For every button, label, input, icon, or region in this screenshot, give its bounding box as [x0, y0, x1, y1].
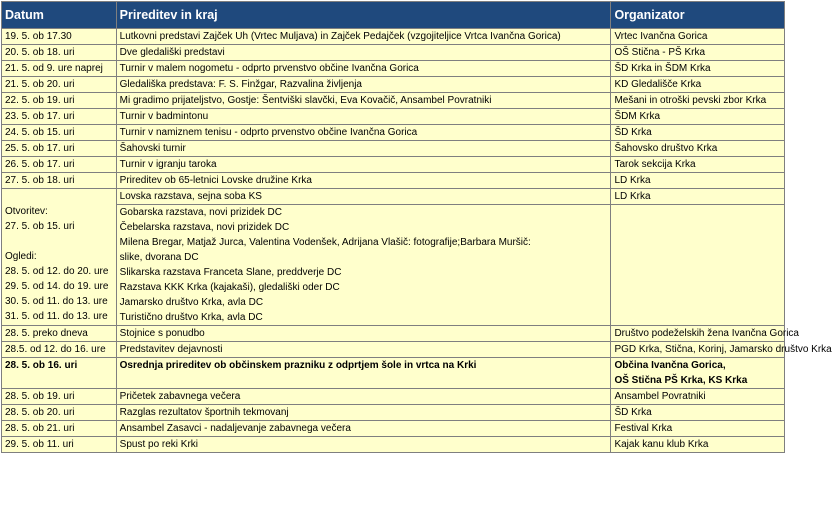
cell-event: Turnir v namiznem tenisu - odprto prvenstvo občine Ivančna Gorica [116, 125, 611, 141]
exhibition-date-line: Ogledi: [5, 251, 37, 262]
table-row [2, 109, 785, 125]
cell-event: Turnir v malem nogometu - odprto prvenstvo občine Ivančna Gorica [116, 61, 611, 77]
table-row [2, 389, 785, 405]
cell-event: Šahovski turnir [116, 141, 611, 157]
cell-date: 28.5. od 12. do 16. ure [2, 342, 117, 358]
exhibition-event-line: Milena Bregar, Matjaž Jurca, Valentina Vodenšek, Adrijana Vlašič: fotografije;Barbara Muršič: [119, 237, 531, 248]
cell-event: Turnir v igranju taroka [116, 157, 611, 173]
cell-date: 25. 5. ob 17. uri [2, 141, 117, 157]
exhibition-event-line: slike, dvorana DC [119, 252, 199, 263]
cell-date: 28. 5. ob 19. uri [2, 389, 117, 405]
exhibition-date-line: 29. 5. od 14. do 19. ure [5, 281, 109, 292]
organizer-line: Občina Ivančna Gorica, [614, 360, 726, 371]
exhibition-events [116, 205, 611, 326]
exhibition-dates [2, 189, 117, 326]
exhibition-date-line: 30. 5. od 11. do 13. ure [5, 296, 108, 307]
table-row [2, 173, 785, 189]
exhibition-row [2, 189, 785, 205]
cell-date: 21. 5. ob 20. uri [2, 77, 117, 93]
cell-event: Lovska razstava, sejna soba KS [116, 189, 611, 205]
cell-organizer: LD Krka [611, 189, 785, 205]
exhibition-event-line: Slikarska razstava Franceta Slane, preddverje DC [119, 267, 342, 278]
exhibition-event-line: Jamarsko društvo Krka, avla DC [119, 297, 264, 308]
cell-organizer: ŠD Krka [611, 405, 785, 421]
cell-organizer: LD Krka [611, 173, 785, 189]
table-row [2, 61, 785, 77]
cell-date: 27. 5. ob 18. uri [2, 173, 117, 189]
cell-event: Gledališka predstava: F. S. Finžgar, Razvalina življenja [116, 77, 611, 93]
cell-event: Predstavitev dejavnosti [116, 342, 611, 358]
cell-date: 28. 5. preko dneva [2, 326, 117, 342]
cell-organizer: Tarok sekcija Krka [611, 157, 785, 173]
cell-organizer: Festival Krka [611, 421, 785, 437]
cell-event: Ansambel Zasavci - nadaljevanje zabavnega večera [116, 421, 611, 437]
exhibition-event-line: Čebelarska razstava, novi prizidek DC [119, 222, 290, 233]
table-row [2, 437, 785, 453]
cell-date: 21. 5. od 9. ure naprej [2, 61, 117, 77]
header-event: Prireditev in kraj [116, 2, 611, 29]
header-organizer: Organizator [611, 2, 785, 29]
cell-event: Prireditev ob 65-letnici Lovske družine Krka [116, 173, 611, 189]
cell-organizer: KD Gledališče Krka [611, 77, 785, 93]
table-row [2, 421, 785, 437]
exhibition-date-line [5, 189, 113, 204]
exhibition-date-line: 27. 5. ob 15. uri [5, 221, 75, 232]
cell-date: 28. 5. ob 16. uri [2, 358, 117, 389]
cell-event: Osrednja prireditev ob občinskem prazniku z odprtjem šole in vrtca na Krki [116, 358, 611, 389]
cell-organizer: Društvo podeželskih žena Ivančna Gorica [611, 326, 785, 342]
exhibition-date-line [5, 234, 113, 249]
cell-event: Spust po reki Krki [116, 437, 611, 453]
cell-organizer: Vrtec Ivančna Gorica [611, 29, 785, 45]
table-row [2, 405, 785, 421]
exhibition-event-line: Turistično društvo Krka, avla DC [119, 312, 263, 323]
cell-date: 23. 5. ob 17. uri [2, 109, 117, 125]
cell-event: Pričetek zabavnega večera [116, 389, 611, 405]
cell-event: Turnir v badmintonu [116, 109, 611, 125]
table-row [2, 157, 785, 173]
exhibition-event-line: Gobarska razstava, novi prizidek DC [119, 207, 282, 218]
events-table [1, 1, 832, 453]
cell-event: Lutkovni predstavi Zajček Uh (Vrtec Muljava) in Zajček Pedajček (vzgojiteljice Vrtca Ivančna Gorica) [116, 29, 611, 45]
table-row [2, 93, 785, 109]
cell-organizer: ŠD Krka [611, 125, 785, 141]
cell-organizer: ŠD Krka in ŠDM Krka [611, 61, 785, 77]
cell-event: Mi gradimo prijateljstvo, Gostje: Šentviški slavčki, Eva Kovačič, Ansambel Povratniki [116, 93, 611, 109]
table-row [2, 342, 785, 358]
cell-organizer: ŠDM Krka [611, 109, 785, 125]
table-row [2, 141, 785, 157]
cell-event: Stojnice s ponudbo [116, 326, 611, 342]
cell-organizer: Mešani in otroški pevski zbor Krka [611, 93, 785, 109]
cell-date: 28. 5. ob 20. uri [2, 405, 117, 421]
exhibition-date-line: 31. 5. od 11. do 13. ure [5, 311, 108, 322]
cell-date: 28. 5. ob 21. uri [2, 421, 117, 437]
exhibition-row [2, 205, 785, 326]
cell-organizer [611, 358, 785, 389]
cell-organizer: Kajak kanu klub Krka [611, 437, 785, 453]
main-event-row [2, 358, 785, 389]
cell-organizer: Ansambel Povratniki [611, 389, 785, 405]
cell-event: Razglas rezultatov športnih tekmovanj [116, 405, 611, 421]
exhibition-event-line: Razstava KKK Krka (kajakaši), gledališki oder DC [119, 282, 340, 293]
cell-date: 20. 5. ob 18. uri [2, 45, 117, 61]
cell-organizer: OŠ Stična - PŠ Krka [611, 45, 785, 61]
table-row [2, 77, 785, 93]
exhibition-date-line: 28. 5. od 12. do 20. ure [5, 266, 109, 277]
cell-event: Dve gledališki predstavi [116, 45, 611, 61]
cell-organizer: PGD Krka, Stična, Korinj, Jamarsko društvo Krka [611, 342, 785, 358]
header-date: Datum [2, 2, 117, 29]
table-row [2, 125, 785, 141]
table-row [2, 45, 785, 61]
cell-date: 22. 5. ob 19. uri [2, 93, 117, 109]
header-row [2, 2, 785, 29]
cell-date: 29. 5. ob 11. uri [2, 437, 117, 453]
table-row [2, 326, 785, 342]
table-row [2, 29, 785, 45]
cell-organizer-empty [611, 205, 785, 326]
cell-organizer: Šahovsko društvo Krka [611, 141, 785, 157]
cell-date: 19. 5. ob 17.30 [2, 29, 117, 45]
exhibition-date-line: Otvoritev: [5, 206, 48, 217]
cell-date: 24. 5. ob 15. uri [2, 125, 117, 141]
organizer-line: OŠ Stična PŠ Krka, KS Krka [614, 375, 748, 386]
cell-date: 26. 5. ob 17. uri [2, 157, 117, 173]
